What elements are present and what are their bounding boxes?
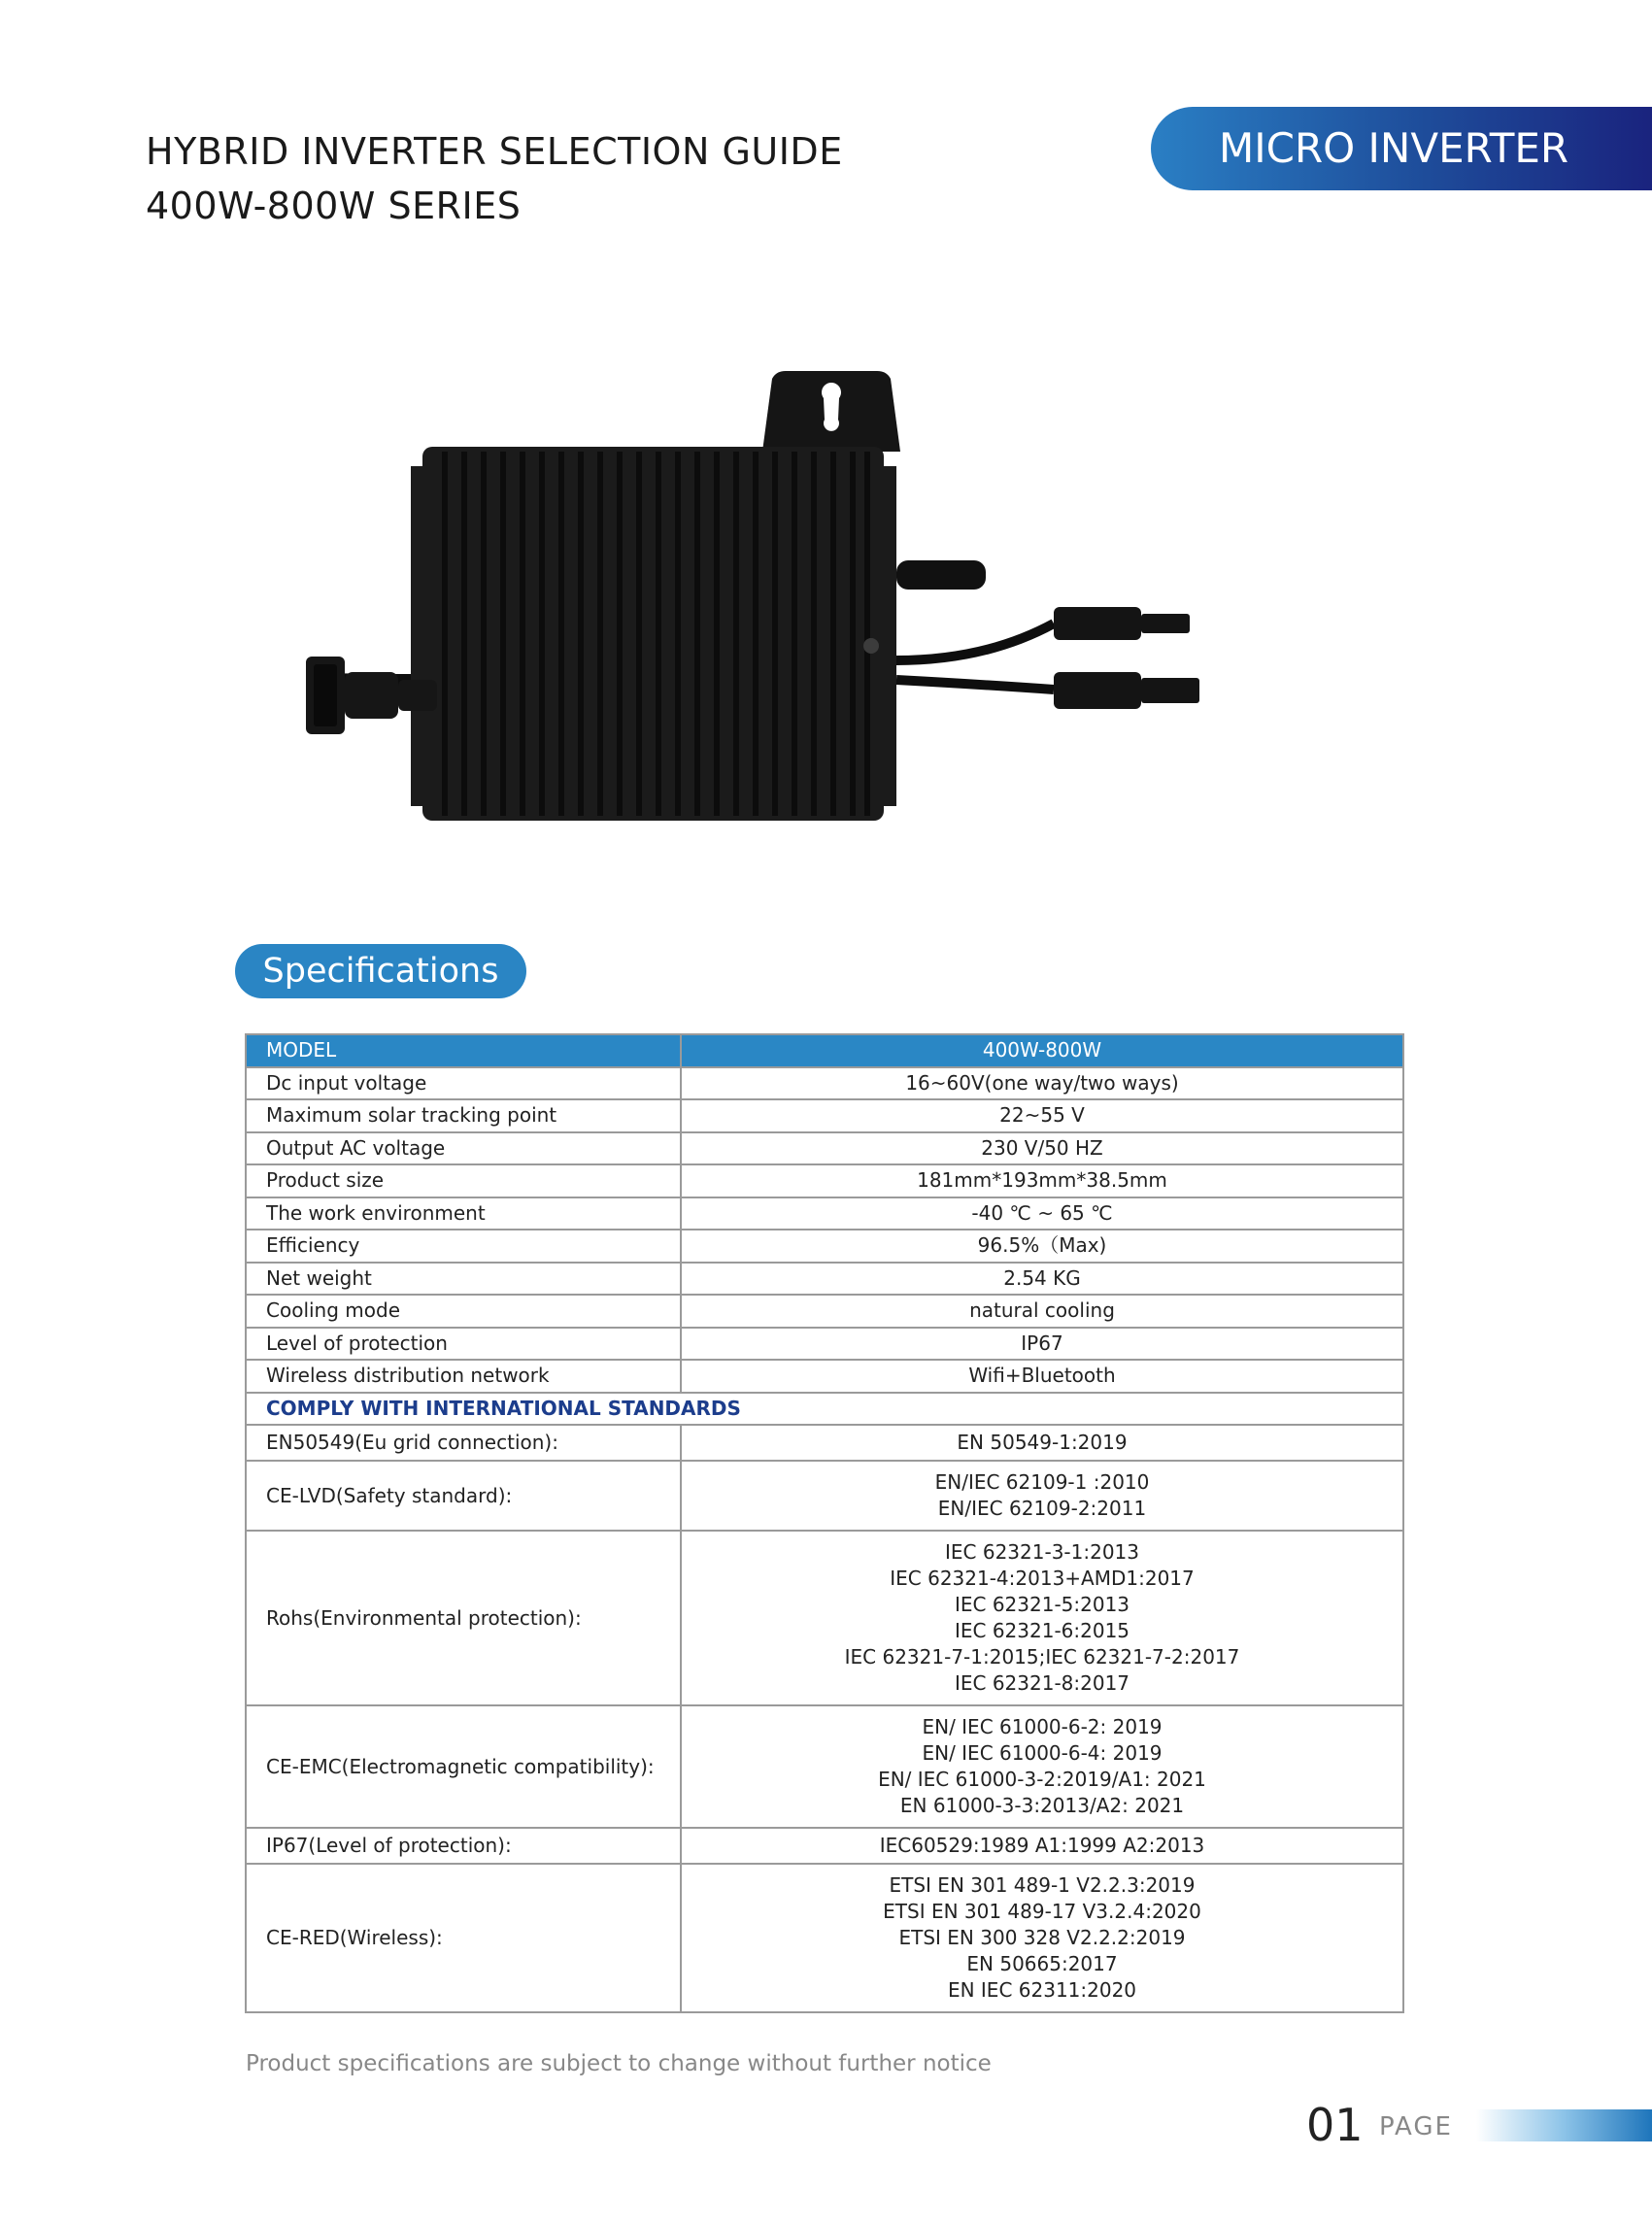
row-label: Wireless distribution network xyxy=(246,1360,681,1393)
standard-value xyxy=(681,1461,1403,1531)
row-label: Level of protection xyxy=(246,1328,681,1361)
standard-line: EN 61000-3-3:2013/A2: 2021 xyxy=(899,1794,1185,1817)
table-row xyxy=(246,1067,1403,1100)
standard-value xyxy=(681,1425,1403,1461)
disclaimer-note: Product specifications are subject to change without further notice xyxy=(246,2051,992,2076)
standard-value xyxy=(681,1864,1403,2012)
table-row xyxy=(246,1099,1403,1132)
standard-line: IEC60529:1989 A1:1999 A2:2013 xyxy=(879,1834,1205,1857)
page-label: PAGE xyxy=(1379,2112,1453,2141)
standard-row xyxy=(246,1705,1403,1828)
standard-label: Rohs(Environmental protection): xyxy=(246,1531,681,1705)
standard-line: ETSI EN 301 489-17 V3.2.4:2020 xyxy=(883,1900,1201,1923)
category-badge: MICRO INVERTER xyxy=(1151,107,1652,190)
row-value: IP67 xyxy=(681,1328,1403,1361)
row-label: The work environment xyxy=(246,1197,681,1230)
standard-line: EN/ IEC 61000-3-2:2019/A1: 2021 xyxy=(878,1768,1206,1791)
row-label: Net weight xyxy=(246,1263,681,1296)
row-value: 181mm*193mm*38.5mm xyxy=(681,1164,1403,1197)
specifications-table xyxy=(245,1033,1404,2013)
row-value: 22~55 V xyxy=(681,1099,1403,1132)
table-row xyxy=(246,1197,1403,1230)
standard-line: EN 50549-1:2019 xyxy=(957,1431,1128,1454)
standard-value xyxy=(681,1828,1403,1864)
table-row xyxy=(246,1230,1403,1263)
table-row xyxy=(246,1263,1403,1296)
table-row xyxy=(246,1360,1403,1393)
standard-line: IEC 62321-8:2017 xyxy=(954,1671,1130,1695)
row-label: Output AC voltage xyxy=(246,1132,681,1165)
standard-line: IEC 62321-5:2013 xyxy=(954,1593,1130,1616)
standard-line: ETSI EN 300 328 V2.2.2:2019 xyxy=(898,1926,1186,1949)
standard-value xyxy=(681,1531,1403,1705)
standard-row xyxy=(246,1828,1403,1864)
standard-label: CE-EMC(Electromagnetic compatibility): xyxy=(246,1705,681,1828)
model-label: MODEL xyxy=(246,1034,681,1067)
standard-line: IEC 62321-7-1:2015;IEC 62321-7-2:2017 xyxy=(844,1645,1240,1669)
table-row xyxy=(246,1164,1403,1197)
row-value: natural cooling xyxy=(681,1295,1403,1328)
standard-line: IEC 62321-4:2013+AMD1:2017 xyxy=(890,1567,1195,1590)
table-row xyxy=(246,1295,1403,1328)
standard-line: IEC 62321-3-1:2013 xyxy=(945,1540,1139,1564)
row-value: 2.54 KG xyxy=(681,1263,1403,1296)
standards-heading: COMPLY WITH INTERNATIONAL STANDARDS xyxy=(246,1393,1403,1426)
standard-row xyxy=(246,1531,1403,1705)
standard-row xyxy=(246,1864,1403,2012)
row-value: Wifi+Bluetooth xyxy=(681,1360,1403,1393)
standard-label: CE-LVD(Safety standard): xyxy=(246,1461,681,1531)
standard-label: IP67(Level of protection): xyxy=(246,1828,681,1864)
ac-connector-icon xyxy=(306,651,437,738)
standard-line: IEC 62321-6:2015 xyxy=(954,1619,1130,1642)
standard-row xyxy=(246,1425,1403,1461)
title-line-1: HYBRID INVERTER SELECTION GUIDE xyxy=(146,130,843,173)
standard-line: EN/IEC 62109-1 :2010 xyxy=(934,1470,1150,1494)
standard-line: EN 50665:2017 xyxy=(966,1952,1118,1975)
standard-line: ETSI EN 301 489-1 V2.2.3:2019 xyxy=(889,1873,1196,1897)
table-row xyxy=(246,1132,1403,1165)
table-header-row xyxy=(246,1034,1403,1067)
page-number: 01 xyxy=(1306,2099,1364,2151)
standard-label: EN50549(Eu grid connection): xyxy=(246,1425,681,1461)
page-title xyxy=(146,124,843,233)
row-label: Efficiency xyxy=(246,1230,681,1263)
page-gradient-bar xyxy=(1476,2109,1652,2141)
row-label: Dc input voltage xyxy=(246,1067,681,1100)
standard-row xyxy=(246,1461,1403,1531)
standard-line: EN IEC 62311:2020 xyxy=(947,1978,1137,2002)
standard-value xyxy=(681,1705,1403,1828)
standard-label: CE-RED(Wireless): xyxy=(246,1864,681,2012)
row-value: 96.5%（Max) xyxy=(681,1230,1403,1263)
standard-line: EN/ IEC 61000-6-2: 2019 xyxy=(922,1715,1163,1738)
specifications-label: Specifications xyxy=(235,944,526,998)
standard-line: EN/IEC 62109-2:2011 xyxy=(937,1497,1147,1520)
standards-heading-row xyxy=(246,1393,1403,1426)
model-value: 400W-800W xyxy=(681,1034,1403,1067)
standard-line: EN/ IEC 61000-6-4: 2019 xyxy=(922,1741,1163,1765)
title-line-2: 400W-800W SERIES xyxy=(146,185,522,227)
row-label: Product size xyxy=(246,1164,681,1197)
row-value: 230 V/50 HZ xyxy=(681,1132,1403,1165)
row-value: -40 ℃ ~ 65 ℃ xyxy=(681,1197,1403,1230)
row-label: Cooling mode xyxy=(246,1295,681,1328)
row-value: 16~60V(one way/two ways) xyxy=(681,1067,1403,1100)
table-row xyxy=(246,1328,1403,1361)
micro-inverter-image xyxy=(306,369,1345,826)
row-label: Maximum solar tracking point xyxy=(246,1099,681,1132)
